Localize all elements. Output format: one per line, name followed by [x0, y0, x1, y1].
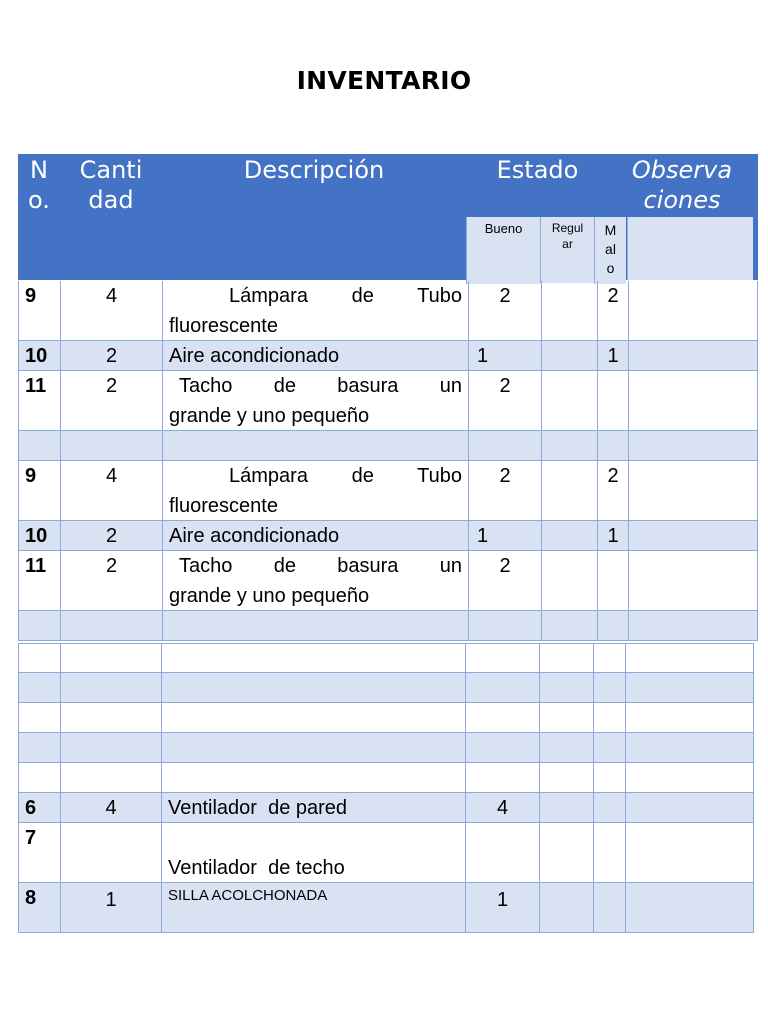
cell-cantidad: 2 — [61, 341, 163, 371]
cell-descripcion: Aire acondicionado — [163, 521, 469, 551]
table-row — [18, 793, 754, 823]
table-row — [18, 883, 754, 933]
table-row-empty — [18, 703, 754, 733]
header-regular: Regul ar — [540, 217, 594, 283]
cell-cantidad: 1 — [61, 883, 162, 933]
cell-cantidad: 2 — [61, 521, 163, 551]
cell-regular — [542, 461, 598, 521]
table-row-empty — [18, 763, 754, 793]
cell-descripcion: Lámpara de Tubo fluorescente — [163, 461, 469, 521]
cell-bueno: 2 — [469, 551, 542, 611]
cell-no: 9 — [18, 461, 61, 521]
page-title: INVENTARIO — [296, 66, 472, 95]
cell-observaciones — [629, 341, 758, 371]
cell-descripcion: Tacho de basura un grande y uno pequeño — [163, 551, 469, 611]
cell-malo — [594, 793, 626, 823]
cell-observaciones — [626, 883, 754, 933]
cell-malo — [594, 883, 626, 933]
cell-bueno: 1 — [466, 883, 540, 933]
cell-no: 9 — [18, 281, 61, 341]
header-cantidad: Canti dad — [79, 156, 143, 214]
table-row — [18, 461, 758, 521]
cell-observaciones — [629, 521, 758, 551]
table-row — [18, 823, 754, 883]
header-estado: Estado — [496, 156, 579, 184]
cell-observaciones — [629, 281, 758, 341]
cell-observaciones — [629, 551, 758, 611]
cell-observaciones — [626, 823, 754, 883]
cell-cantidad: 4 — [61, 281, 163, 341]
cell-no: 11 — [18, 371, 61, 431]
table-row-empty — [18, 733, 754, 763]
table-row — [18, 281, 758, 341]
cell-descripcion: Ventilador de pared — [162, 793, 466, 823]
cell-no: 11 — [18, 551, 61, 611]
cell-regular — [542, 371, 598, 431]
cell-bueno: 4 — [466, 793, 540, 823]
cell-descripcion: Tacho de basura un grande y uno pequeño — [163, 371, 469, 431]
cell-bueno — [466, 823, 540, 883]
header-malo: M al o — [594, 217, 626, 284]
table-row-empty — [18, 643, 754, 673]
cell-malo: 2 — [598, 281, 629, 341]
cell-observaciones — [629, 371, 758, 431]
cell-regular — [540, 823, 594, 883]
table-row — [18, 341, 758, 371]
header-observaciones-sub — [627, 217, 753, 280]
cell-descripcion: Ventilador de techo — [162, 823, 466, 883]
cell-malo: 1 — [598, 521, 629, 551]
cell-cantidad: 2 — [61, 551, 163, 611]
table-row — [18, 371, 758, 431]
cell-malo — [598, 371, 629, 431]
cell-regular — [542, 521, 598, 551]
cell-descripcion: Lámpara de Tubo fluorescente — [163, 281, 469, 341]
cell-bueno: 2 — [469, 281, 542, 341]
cell-observaciones — [626, 793, 754, 823]
cell-malo: 1 — [598, 341, 629, 371]
cell-no: 8 — [18, 883, 61, 933]
cell-no: 10 — [18, 521, 61, 551]
cell-no: 6 — [18, 793, 61, 823]
cell-cantidad — [61, 823, 162, 883]
cell-bueno: 1 — [469, 341, 542, 371]
cell-observaciones — [629, 461, 758, 521]
table-row — [18, 551, 758, 611]
cell-no: 7 — [18, 823, 61, 883]
table-row — [18, 521, 758, 551]
cell-malo: 2 — [598, 461, 629, 521]
header-observaciones: Observa ciones — [631, 156, 733, 214]
cell-regular — [540, 793, 594, 823]
header-descripcion: Descripción — [243, 156, 385, 184]
cell-bueno: 2 — [469, 461, 542, 521]
cell-regular — [540, 883, 594, 933]
header-bueno: Bueno — [466, 217, 540, 284]
cell-no: 10 — [18, 341, 61, 371]
table-row-empty — [18, 611, 758, 641]
cell-bueno: 2 — [469, 371, 542, 431]
cell-cantidad: 4 — [61, 793, 162, 823]
cell-malo — [598, 551, 629, 611]
cell-bueno: 1 — [469, 521, 542, 551]
cell-regular — [542, 551, 598, 611]
cell-descripcion: Aire acondicionado — [163, 341, 469, 371]
table-row-empty — [18, 673, 754, 703]
cell-regular — [542, 341, 598, 371]
cell-regular — [542, 281, 598, 341]
header-no: N o. — [28, 156, 50, 214]
table-row-empty — [18, 431, 758, 461]
cell-descripcion: SILLA ACOLCHONADA — [162, 883, 466, 933]
cell-cantidad: 4 — [61, 461, 163, 521]
cell-malo — [594, 823, 626, 883]
cell-cantidad: 2 — [61, 371, 163, 431]
